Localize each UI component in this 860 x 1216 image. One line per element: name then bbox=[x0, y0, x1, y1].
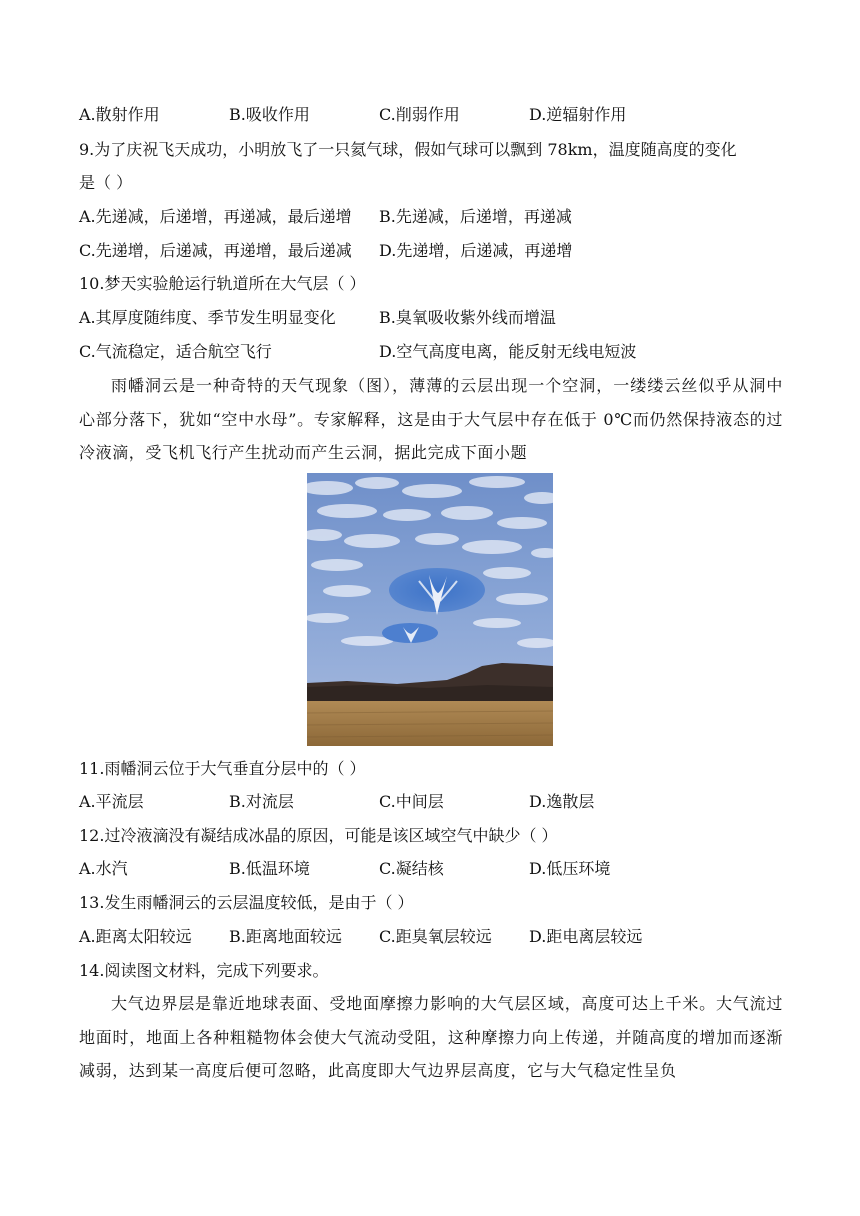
q12-option-a: A.水汽 bbox=[79, 859, 128, 878]
q9-option-a: A.先递减，后递增，再递减，最后递增 bbox=[79, 207, 352, 226]
q11-option-a: A.平流层 bbox=[79, 792, 144, 811]
q9-option-c: C.先递增，后递减，再递增，最后递减 bbox=[79, 241, 352, 260]
q9-stem-line2: 是（ ） bbox=[79, 173, 133, 192]
q8-option-d: D.逆辐射作用 bbox=[529, 105, 627, 124]
q13-option-c: C.距臭氧层较远 bbox=[379, 927, 492, 946]
q13-stem: 13.发生雨幡洞云的云层温度较低，是由于（ ） bbox=[79, 893, 414, 912]
q12-option-d: D.低压环境 bbox=[529, 859, 611, 878]
passage-fallstreak-cloud: 雨幡洞云是一种奇特的天气现象（图），薄薄的云层出现一个空洞，一缕缕云丝似乎从洞中心部分落下，犹如“空中水母”。专家解释，这是由于大气层中存在低于 0℃而仍然保持液态的过冷液滴，受飞机飞行产生扰动而产生云洞，据此完成下面小题 bbox=[79, 376, 783, 462]
q11-option-b: B.对流层 bbox=[229, 792, 294, 811]
q9-option-b: B.先递减，后递增，再递减 bbox=[379, 207, 572, 226]
q8-option-c: C.削弱作用 bbox=[379, 105, 460, 124]
q8-option-a: A.散射作用 bbox=[79, 105, 160, 124]
q13-option-a: A.距离太阳较远 bbox=[79, 927, 192, 946]
q10-option-c: C.气流稳定，适合航空飞行 bbox=[79, 342, 272, 361]
q11-option-d: D.逸散层 bbox=[529, 792, 595, 811]
q10-stem: 10.梦天实验舱运行轨道所在大气层（ ） bbox=[79, 274, 366, 293]
q14-stem: 14.阅读图文材料，完成下列要求。 bbox=[79, 961, 329, 980]
passage-boundary-layer: 大气边界层是靠近地球表面、受地面摩擦力影响的大气层区域，高度可达上千米。大气流过地面时，地面上各种粗糙物体会使大气流动受阻，这种摩擦力向上传递，并随高度的增加而逐渐减弱，达到某一高度后便可忽略，此高度即大气边界层高度，它与大气稳定性呈负 bbox=[79, 994, 783, 1080]
q9-stem-line1: 9.为了庆祝飞天成功，小明放飞了一只氦气球，假如气球可以飘到 78km，温度随高度的变化 bbox=[79, 140, 737, 159]
q11-option-c: C.中间层 bbox=[379, 792, 444, 811]
q12-option-b: B.低温环境 bbox=[229, 859, 310, 878]
fallstreak-cloud-photo bbox=[307, 473, 553, 746]
q13-option-b: B.距离地面较远 bbox=[229, 927, 342, 946]
q10-option-a: A.其厚度随纬度、季节发生明显变化 bbox=[79, 308, 336, 327]
q8-option-b: B.吸收作用 bbox=[229, 105, 310, 124]
q12-option-c: C.凝结核 bbox=[379, 859, 444, 878]
q9-option-d: D.先递增，后递减，再递增 bbox=[379, 241, 573, 260]
q13-option-d: D.距电离层较远 bbox=[529, 927, 643, 946]
q10-option-d: D.空气高度电离，能反射无线电短波 bbox=[379, 342, 637, 361]
q11-stem: 11.雨幡洞云位于大气垂直分层中的（ ） bbox=[79, 759, 366, 778]
q10-option-b: B.臭氧吸收紫外线而增温 bbox=[379, 308, 556, 327]
q12-stem: 12.过冷液滴没有凝结成冰晶的原因，可能是该区域空气中缺少（ ） bbox=[79, 826, 558, 845]
